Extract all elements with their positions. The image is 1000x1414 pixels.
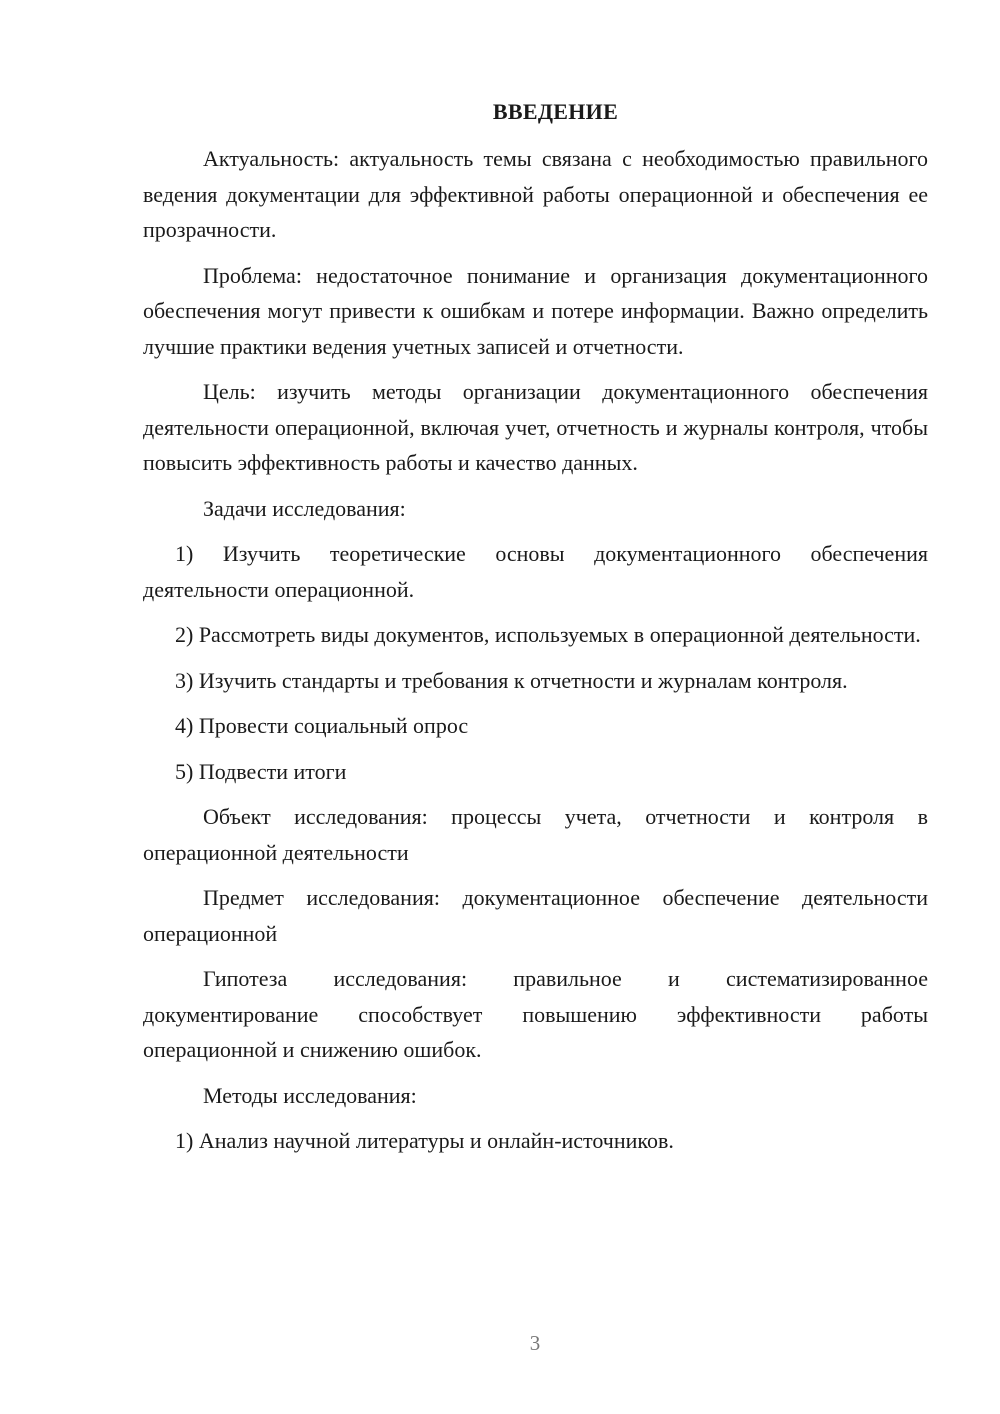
paragraph-relevance: Актуальность: актуальность темы связана с необходимостью правильного ведения документации для эффективной работы операционной и обеспечения ее прозрачности.	[143, 146, 928, 242]
paragraph-methods-heading: Методы исследования:	[203, 1082, 417, 1108]
paragraph-subject: Предмет исследования: документационное обеспечение деятельности операционной	[143, 885, 928, 946]
task-item-4: 4) Провести социальный опрос	[175, 713, 469, 738]
task-item-1: 1) Изучить теоретические основы документационного обеспечения деятельности операционной.	[143, 541, 928, 602]
task-item-3: 3) Изучить стандарты и требования к отчетности и журналам контроля.	[175, 667, 848, 693]
task-item-5: 5) Подвести итоги	[175, 758, 347, 784]
paragraph-hypothesis: Гипотеза исследования: правильное и систематизированное документирование способствует повышению эффективности работы операционной и снижению ошибок.	[143, 966, 928, 1062]
page-title: ВВЕДЕНИЕ	[492, 99, 619, 124]
paragraph-object: Объект исследования: процессы учета, отчетности и контроля в операционной деятельности	[143, 804, 928, 865]
task-item-2: 2) Рассмотреть виды документов, используемых в операционной деятельности.	[175, 622, 921, 647]
method-item-1: 1) Анализ научной литературы и онлайн-источников.	[175, 1128, 674, 1153]
document-body	[143, 141, 928, 1169]
paragraph-tasks-heading: Задачи исследования:	[203, 495, 406, 521]
paragraph-goal: Цель: изучить методы организации документационного обеспечения деятельности операционной, включая учет, отчетность и журналы контроля, чтобы повысить эффективность работы и качество данных.	[143, 379, 928, 475]
paragraph-problem: Проблема: недостаточное понимание и организация документационного обеспечения могут привести к ошибкам и потере информации. Важно определить лучшие практики ведения учетных записей и отчетности.	[143, 262, 928, 359]
page-number: 3	[529, 1331, 541, 1355]
